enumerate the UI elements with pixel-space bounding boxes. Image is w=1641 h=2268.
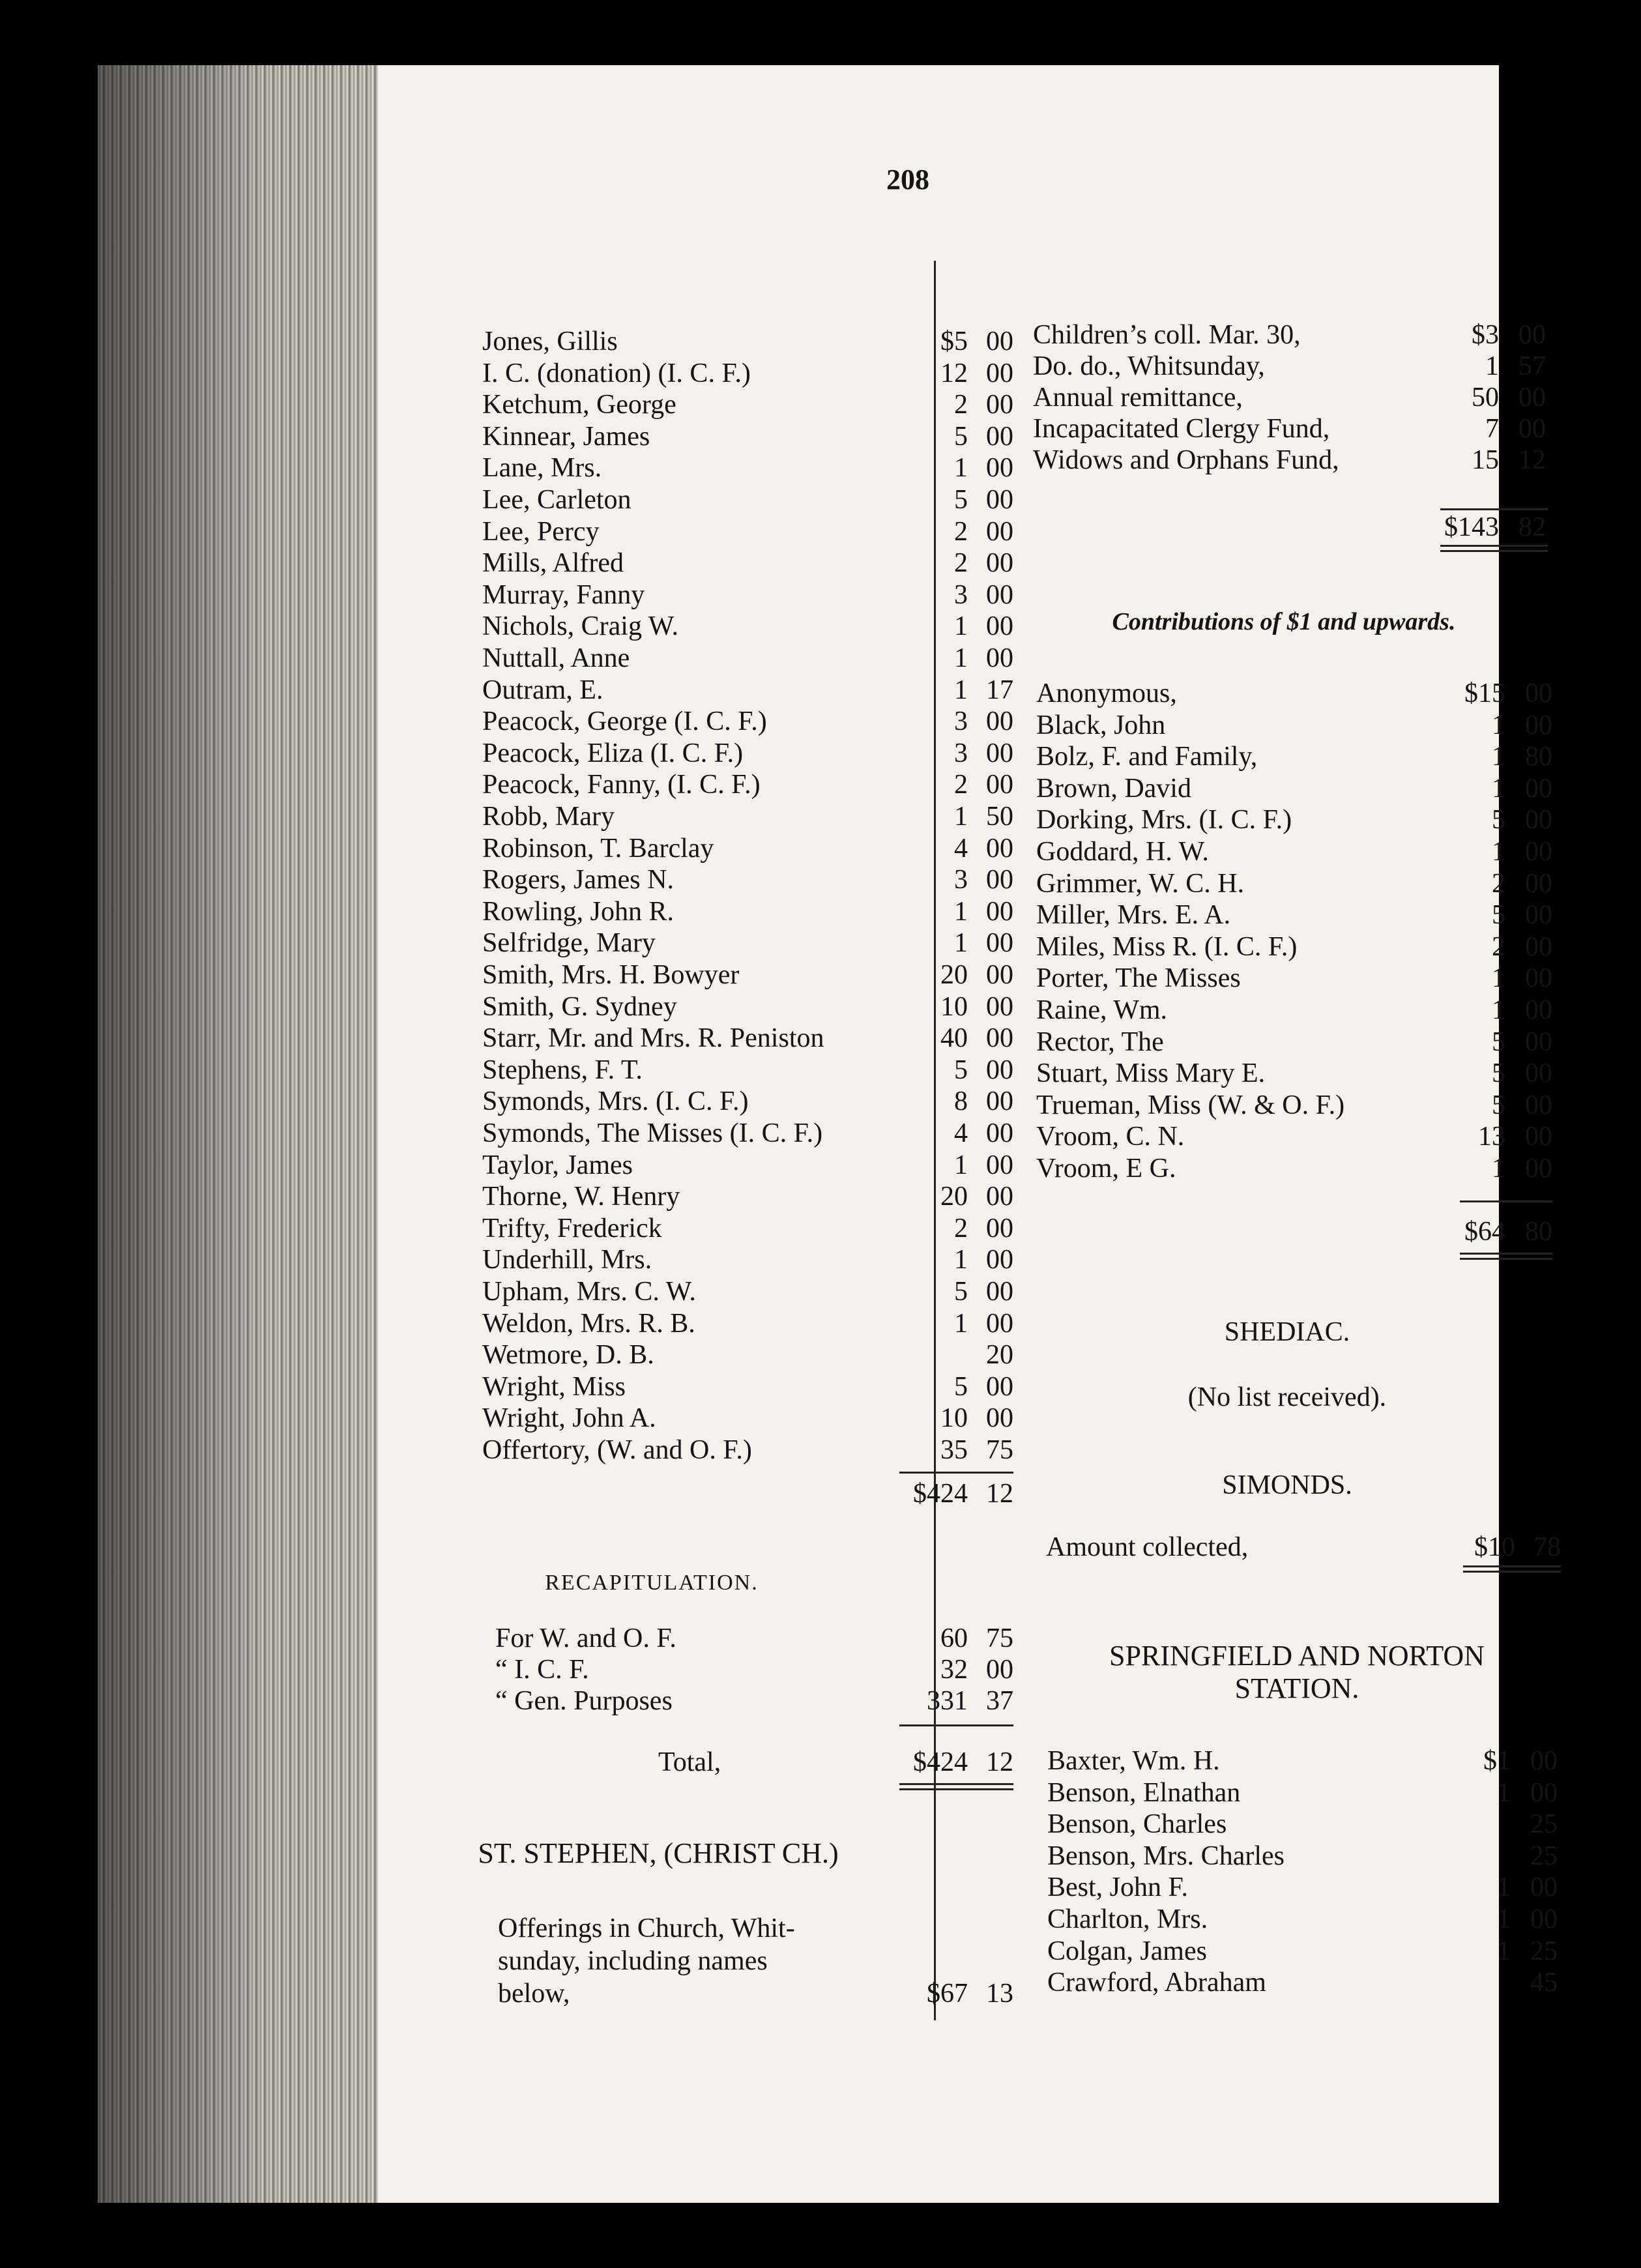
left-entry-dollars: 5 <box>954 1277 968 1307</box>
left-entry-name: Underhill, Mrs. <box>482 1245 652 1275</box>
left-entry-cents: 00 <box>986 1150 1013 1180</box>
springfield-entry-name: Best, John F. <box>1047 1872 1189 1903</box>
contrib-entry-cents: 00 <box>1525 995 1552 1025</box>
left-entry-cents: 00 <box>986 1118 1013 1148</box>
contrib-entry-name: Black, John <box>1036 710 1166 740</box>
left-entry-cents: 00 <box>986 960 1013 990</box>
left-entry-cents: 00 <box>986 897 1013 927</box>
right-top-total-rule-2 <box>1440 550 1548 552</box>
left-entry-dollars: 1 <box>954 643 968 673</box>
left-entry-cents: 00 <box>986 453 1013 483</box>
contrib-entry-dollars: 1 <box>1492 995 1505 1025</box>
contrib-entry-dollars: 13 <box>1478 1122 1505 1152</box>
contrib-entry-dollars: 1 <box>1492 1154 1505 1184</box>
contrib-heading: Contributions of $1 and upwards. <box>1112 608 1456 635</box>
left-entry-dollars: 4 <box>954 834 968 864</box>
left-entry-cents: 00 <box>986 485 1013 515</box>
recap-entry-cents: 00 <box>986 1655 1013 1685</box>
left-entry-dollars: 5 <box>954 422 968 452</box>
springfield-entry-name: Benson, Elnathan <box>1047 1777 1241 1808</box>
contrib-entry-cents: 00 <box>1525 773 1552 804</box>
contrib-entry-dollars: 1 <box>1492 773 1505 804</box>
contrib-total-cents: 80 <box>1525 1217 1552 1247</box>
contrib-entry-name: Raine, Wm. <box>1036 995 1168 1025</box>
left-entry-name: Offertory, (W. and O. F.) <box>482 1435 752 1465</box>
right-top-rule <box>1440 508 1548 510</box>
right-top-entry-dollars: 50 <box>1472 383 1499 413</box>
left-entry-cents: 00 <box>986 1277 1013 1307</box>
left-entry-cents: 00 <box>986 358 1013 388</box>
left-entry-cents: 00 <box>986 928 1013 958</box>
left-entry-name: Lee, Carleton <box>482 485 632 515</box>
right-top-entry-cents: 00 <box>1518 414 1546 444</box>
springfield-entry-name: Crawford, Abraham <box>1047 1968 1266 1998</box>
left-entry-dollars: 1 <box>954 1150 968 1180</box>
contrib-entry-name: Vroom, E G. <box>1036 1154 1176 1184</box>
springfield-heading-2: STATION. <box>1234 1672 1359 1704</box>
springfield-entry-dollars: 1 <box>1497 1936 1511 1966</box>
springfield-entry-cents: 25 <box>1530 1840 1558 1871</box>
simonds-row-cents: 78 <box>1533 1532 1561 1562</box>
contrib-entry-dollars: 1 <box>1492 710 1505 740</box>
left-total-cents: 12 <box>986 1479 1013 1509</box>
shediac-note: (No list received). <box>1187 1382 1387 1412</box>
left-entry-cents: 17 <box>986 675 1013 705</box>
left-entry-cents: 00 <box>986 865 1013 895</box>
left-entry-name: Murray, Fanny <box>482 580 645 610</box>
contrib-entry-cents: 00 <box>1525 1122 1552 1152</box>
springfield-entry-dollars: 1 <box>1497 1777 1511 1808</box>
left-entry-cents: 00 <box>986 1372 1013 1402</box>
left-entry-name: Peacock, George (I. C. F.) <box>482 706 767 736</box>
contrib-entry-dollars: 1 <box>1492 837 1505 867</box>
simonds-rule-2 <box>1463 1571 1561 1573</box>
right-top-entry-name: Do. do., Whitsunday, <box>1033 351 1265 381</box>
left-entry-cents: 00 <box>986 517 1013 547</box>
left-entry-dollars: 3 <box>954 706 968 736</box>
offerings-line: below, <box>498 1979 570 2009</box>
contrib-entry-dollars: 5 <box>1492 1058 1505 1089</box>
left-entry-cents: 00 <box>986 422 1013 452</box>
contrib-entry-cents: 00 <box>1525 710 1552 740</box>
left-entry-dollars: 3 <box>954 738 968 768</box>
left-entry-name: Wright, Miss <box>482 1372 626 1402</box>
contrib-entry-dollars: 1 <box>1492 742 1505 772</box>
left-entry-cents: 50 <box>986 802 1013 832</box>
contrib-entry-cents: 00 <box>1525 931 1552 962</box>
springfield-entry-cents: 00 <box>1530 1777 1558 1808</box>
contrib-entry-cents: 00 <box>1525 868 1552 899</box>
left-entry-dollars: 12 <box>940 358 968 388</box>
recap-total-name: Total, <box>658 1747 721 1777</box>
left-entry-cents: 00 <box>986 1182 1013 1212</box>
springfield-entry-cents: 00 <box>1530 1872 1558 1903</box>
left-entry-dollars: 1 <box>954 1309 968 1339</box>
contrib-entry-cents: 00 <box>1525 1026 1552 1057</box>
springfield-entry-name: Baxter, Wm. H. <box>1047 1746 1220 1776</box>
left-entry-dollars: 5 <box>954 1055 968 1085</box>
right-top-total-rule-1 <box>1440 545 1548 547</box>
right-top-entry-name: Incapacitated Clergy Fund, <box>1033 414 1330 444</box>
springfield-entry-cents: 00 <box>1530 1746 1558 1776</box>
contrib-entry-cents: 00 <box>1525 900 1552 931</box>
left-entry-name: Smith, G. Sydney <box>482 992 677 1022</box>
left-entry-cents: 00 <box>986 1309 1013 1339</box>
contrib-entry-dollars: 2 <box>1492 868 1505 899</box>
left-entry-dollars: 1 <box>954 897 968 927</box>
contrib-entry-name: Miles, Miss R. (I. C. F.) <box>1036 931 1298 962</box>
contrib-entry-cents: 00 <box>1525 805 1552 836</box>
recap-entry-name: “ Gen. Purposes <box>495 1686 673 1716</box>
left-entry-dollars: 8 <box>954 1086 968 1116</box>
left-total-dollars: $424 <box>913 1479 968 1509</box>
contrib-entry-dollars: 1 <box>1492 963 1505 994</box>
left-entry-name: Robb, Mary <box>482 802 615 832</box>
right-top-total-dollars: $143 <box>1444 512 1499 542</box>
left-entry-cents: 00 <box>986 1023 1013 1053</box>
shediac-heading: SHEDIAC. <box>1224 1317 1350 1347</box>
left-entry-dollars: 10 <box>940 992 968 1022</box>
left-entry-cents: 75 <box>986 1435 1013 1465</box>
left-entry-name: Rowling, John R. <box>482 897 675 927</box>
contrib-total-dollars: $64 <box>1464 1217 1505 1247</box>
left-entry-dollars: 2 <box>954 390 968 420</box>
left-entry-name: Lane, Mrs. <box>482 453 602 483</box>
contrib-entry-cents: 00 <box>1525 963 1552 994</box>
left-entry-name: Wright, John A. <box>482 1403 656 1433</box>
left-entry-name: Weldon, Mrs. R. B. <box>482 1309 695 1339</box>
recap-heading: RECAPITULATION. <box>545 1571 759 1595</box>
springfield-entry-dollars: 1 <box>1497 1872 1511 1903</box>
springfield-entry-name: Charlton, Mrs. <box>1047 1904 1208 1934</box>
left-entry-name: Stephens, F. T. <box>482 1055 643 1085</box>
left-entry-dollars: 3 <box>954 580 968 610</box>
springfield-entry-dollars: 1 <box>1497 1904 1511 1934</box>
left-entry-cents: 20 <box>986 1340 1013 1370</box>
contrib-entry-cents: 80 <box>1525 742 1552 772</box>
left-entry-name: I. C. (donation) (I. C. F.) <box>482 358 751 388</box>
offerings-line: sunday, including names <box>498 1946 768 1976</box>
contrib-entry-name: Goddard, H. W. <box>1036 837 1209 867</box>
left-entry-cents: 00 <box>986 390 1013 420</box>
springfield-entry-cents: 25 <box>1530 1936 1558 1966</box>
left-entry-dollars: 1 <box>954 802 968 832</box>
left-entry-cents: 00 <box>986 992 1013 1022</box>
recap-entry-dollars: 32 <box>940 1655 968 1685</box>
left-entry-dollars: 35 <box>940 1435 968 1465</box>
right-top-entry-dollars: 15 <box>1472 445 1499 475</box>
right-top-entry-name: Children’s coll. Mar. 30, <box>1033 320 1301 350</box>
recap-entry-dollars: 60 <box>940 1623 968 1653</box>
recap-total-dollars: $424 <box>913 1747 968 1777</box>
contrib-entry-dollars: 5 <box>1492 1090 1505 1120</box>
left-entry-cents: 00 <box>986 834 1013 864</box>
contrib-total-rule-2 <box>1460 1258 1552 1260</box>
st-stephen-heading: ST. STEPHEN, (CHRIST CH.) <box>478 1837 839 1869</box>
left-entry-name: Thorne, W. Henry <box>482 1182 680 1212</box>
left-entry-cents: 00 <box>986 580 1013 610</box>
contrib-entry-cents: 00 <box>1525 1154 1552 1184</box>
right-top-entry-dollars: $3 <box>1472 320 1499 350</box>
left-entry-name: Lee, Percy <box>482 517 600 547</box>
contrib-entry-name: Miller, Mrs. E. A. <box>1036 900 1231 931</box>
left-entry-dollars: 5 <box>954 1372 968 1402</box>
right-top-entry-cents: 57 <box>1518 351 1546 381</box>
left-entry-name: Taylor, James <box>482 1150 633 1180</box>
recap-rule <box>899 1724 1013 1726</box>
left-entry-name: Outram, E. <box>482 675 603 705</box>
left-entry-cents: 00 <box>986 1245 1013 1275</box>
left-entry-name: Upham, Mrs. C. W. <box>482 1277 696 1307</box>
left-entry-name: Robinson, T. Barclay <box>482 834 714 864</box>
right-top-total-cents: 82 <box>1518 512 1546 542</box>
contrib-entry-name: Vroom, C. N. <box>1036 1122 1185 1152</box>
left-entry-name: Trifty, Frederick <box>482 1214 662 1243</box>
contrib-entry-cents: 00 <box>1525 678 1552 708</box>
left-entry-dollars: 20 <box>940 1182 968 1212</box>
springfield-heading-1: SPRINGFIELD AND NORTON <box>1109 1640 1485 1672</box>
right-top-entry-dollars: 7 <box>1485 414 1499 444</box>
left-entry-name: Wetmore, D. B. <box>482 1340 654 1370</box>
contrib-entry-dollars: 5 <box>1492 900 1505 931</box>
left-entry-dollars: 1 <box>954 675 968 705</box>
contrib-entry-name: Dorking, Mrs. (I. C. F.) <box>1036 805 1292 836</box>
left-entry-cents: 00 <box>986 706 1013 736</box>
right-top-entry-dollars: 1 <box>1485 351 1499 381</box>
right-top-entry-cents: 12 <box>1518 445 1546 475</box>
left-entry-dollars: 2 <box>954 1214 968 1243</box>
left-entry-dollars: 1 <box>954 611 968 641</box>
left-entry-name: Starr, Mr. and Mrs. R. Peniston <box>482 1023 824 1053</box>
left-entry-name: Peacock, Fanny, (I. C. F.) <box>482 770 761 800</box>
contrib-entry-dollars: 5 <box>1492 1026 1505 1057</box>
springfield-entry-name: Benson, Mrs. Charles <box>1047 1840 1285 1871</box>
left-entry-dollars: 2 <box>954 517 968 547</box>
left-entry-cents: 00 <box>986 1086 1013 1116</box>
left-entry-cents: 00 <box>986 770 1013 800</box>
springfield-entry-cents: 25 <box>1530 1809 1558 1840</box>
left-entry-name: Rogers, James N. <box>482 865 674 895</box>
contrib-total-rule-1 <box>1460 1253 1552 1255</box>
simonds-row-name: Amount collected, <box>1046 1532 1249 1562</box>
left-entry-cents: 00 <box>986 643 1013 673</box>
springfield-entry-cents: 00 <box>1530 1904 1558 1934</box>
left-entry-name: Smith, Mrs. H. Bowyer <box>482 960 740 990</box>
contrib-entry-name: Rector, The <box>1036 1026 1164 1057</box>
right-top-entry-cents: 00 <box>1518 320 1546 350</box>
left-entry-cents: 00 <box>986 548 1013 578</box>
left-entry-cents: 00 <box>986 327 1013 356</box>
contrib-entry-name: Trueman, Miss (W. & O. F.) <box>1036 1090 1345 1120</box>
left-entry-name: Nuttall, Anne <box>482 643 630 673</box>
offerings-amount-dollars: $67 <box>927 1979 968 2009</box>
right-top-entry-name: Annual remittance, <box>1033 383 1243 413</box>
contrib-entry-cents: 00 <box>1525 837 1552 867</box>
left-entry-name: Kinnear, James <box>482 422 650 452</box>
contrib-entry-name: Brown, David <box>1036 773 1191 804</box>
springfield-entry-name: Colgan, James <box>1047 1936 1207 1966</box>
left-entry-cents: 00 <box>986 1214 1013 1243</box>
simonds-row-dollars: $10 <box>1474 1532 1515 1562</box>
offerings-amount-cents: 13 <box>986 1979 1013 2009</box>
recap-entry-name: For W. and O. F. <box>495 1623 676 1653</box>
springfield-entry-name: Benson, Charles <box>1047 1809 1227 1840</box>
left-entry-dollars: 2 <box>954 770 968 800</box>
left-entry-cents: 00 <box>986 738 1013 768</box>
left-entry-name: Selfridge, Mary <box>482 928 656 958</box>
left-entry-name: Symonds, Mrs. (I. C. F.) <box>482 1086 749 1116</box>
recap-total-cents: 12 <box>986 1747 1013 1777</box>
recap-total-rule-1 <box>899 1783 1013 1785</box>
contrib-entry-name: Anonymous, <box>1036 678 1177 708</box>
left-entry-name: Mills, Alfred <box>482 548 624 578</box>
contrib-entry-name: Porter, The Misses <box>1036 963 1241 994</box>
offerings-line: Offerings in Church, Whit- <box>498 1913 795 1943</box>
springfield-entry-cents: 45 <box>1530 1968 1558 1998</box>
left-entry-name: Nichols, Craig W. <box>482 611 678 641</box>
recap-entry-cents: 75 <box>986 1623 1013 1653</box>
contrib-rule <box>1460 1200 1552 1202</box>
contrib-entry-dollars: $15 <box>1464 678 1505 708</box>
left-entry-dollars: 3 <box>954 865 968 895</box>
left-entry-name: Ketchum, George <box>482 390 676 420</box>
left-entry-cents: 00 <box>986 1403 1013 1433</box>
left-entry-dollars: 1 <box>954 928 968 958</box>
page-number: 208 <box>886 164 929 196</box>
simonds-rule-1 <box>1463 1565 1561 1567</box>
left-entry-name: Jones, Gillis <box>482 327 618 356</box>
left-entry-cents: 00 <box>986 1055 1013 1085</box>
left-entry-dollars: 40 <box>940 1023 968 1053</box>
left-entry-dollars: 1 <box>954 453 968 483</box>
left-entry-dollars: 1 <box>954 1245 968 1275</box>
contrib-entry-dollars: 5 <box>1492 805 1505 836</box>
left-entry-dollars: 10 <box>940 1403 968 1433</box>
recap-entry-name: “ I. C. F. <box>495 1655 589 1685</box>
recap-entry-dollars: 331 <box>927 1686 968 1716</box>
left-entry-dollars: $5 <box>940 327 968 356</box>
left-entry-dollars: 2 <box>954 548 968 578</box>
left-entry-dollars: 5 <box>954 485 968 515</box>
right-top-entry-cents: 00 <box>1518 383 1546 413</box>
contrib-entry-name: Bolz, F. and Family, <box>1036 742 1258 772</box>
contrib-entry-cents: 00 <box>1525 1058 1552 1089</box>
recap-entry-cents: 37 <box>986 1686 1013 1716</box>
left-entry-cents: 00 <box>986 611 1013 641</box>
contrib-entry-cents: 00 <box>1525 1090 1552 1120</box>
recap-total-rule-2 <box>899 1788 1013 1790</box>
simonds-heading: SIMONDS. <box>1222 1470 1352 1500</box>
left-entry-name: Peacock, Eliza (I. C. F.) <box>482 738 744 768</box>
left-entry-name: Symonds, The Misses (I. C. F.) <box>482 1118 823 1148</box>
contrib-entry-name: Grimmer, W. C. H. <box>1036 868 1245 899</box>
contrib-entry-name: Stuart, Miss Mary E. <box>1036 1058 1266 1089</box>
contrib-entry-dollars: 2 <box>1492 931 1505 962</box>
left-entry-dollars: 4 <box>954 1118 968 1148</box>
left-entry-dollars: 20 <box>940 960 968 990</box>
right-top-entry-name: Widows and Orphans Fund, <box>1033 445 1339 475</box>
springfield-entry-dollars: $1 <box>1483 1746 1511 1776</box>
